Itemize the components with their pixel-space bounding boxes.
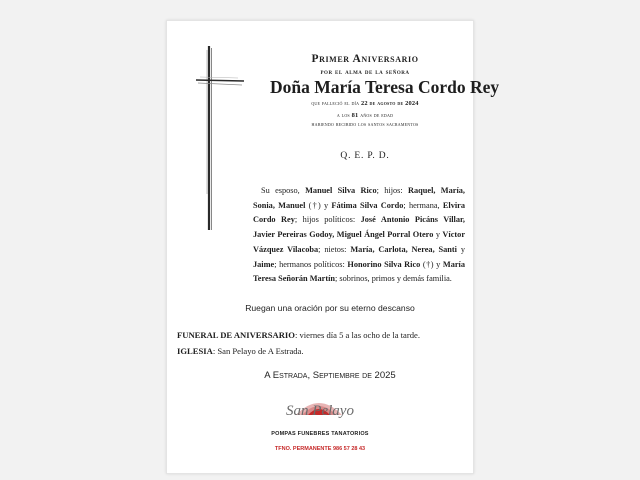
church-label: IGLESIA — [177, 346, 213, 356]
church-text: : San Pelayo de A Estrada. — [212, 346, 304, 356]
family-text: ; hermana, — [403, 200, 443, 210]
death-date-prefix: que falleció el día — [311, 100, 361, 107]
family-text: ; hermanos políticos: — [274, 259, 348, 269]
anniversary-subtitle: por el alma de la señora — [320, 67, 410, 76]
church-line — [177, 346, 304, 356]
family-text: ; sobrinos, primos y demás familia. — [335, 274, 452, 284]
age-prefix: a los — [336, 112, 352, 119]
family-paragraph — [253, 184, 465, 287]
age-line — [270, 113, 460, 119]
family-text: ; hijos políticos: — [294, 215, 361, 225]
logo-wordmark: San Pelayo — [286, 403, 354, 419]
family-name: Elvira Cordo Rey — [253, 200, 465, 225]
logo-services: POMPAS FUNEBRES TANATORIOS — [271, 431, 369, 437]
family-text: y — [433, 230, 443, 240]
family-text: (†) y — [420, 259, 443, 269]
family-name: Manuel Silva Rico — [305, 186, 377, 195]
family-name: Raquel, María, Sonia, Manuel — [253, 186, 465, 210]
funeral-label: FUNERAL DE ANIVERSARIO — [177, 330, 295, 340]
family-text: (†) y — [305, 200, 332, 210]
family-name: María Teresa Señorán Martín — [253, 259, 465, 284]
funeral-text: : viernes día 5 a las ocho de la tarde. — [294, 330, 420, 340]
family-name: José Antonio Picáns Villar, Javier Pereiras Godoy, Miguel Ángel Porral Otero — [253, 215, 466, 240]
family-text: ; nietos: — [318, 244, 351, 254]
logo-phone: TFNO. PERMANENTE 986 57 28 43 — [274, 446, 366, 452]
family-name: Honorino Silva Rico — [347, 259, 421, 269]
family-name: Víctor Vázquez Vilacoba — [253, 230, 465, 254]
age-suffix: años de edad — [358, 112, 394, 119]
family-text: y — [456, 244, 465, 254]
anniversary-title: Primer Aniversario — [311, 53, 419, 65]
family-name: Jaime — [253, 259, 275, 269]
cross-icon — [194, 44, 246, 232]
sacraments-line: habiendo recibido los santos sacramentos — [311, 121, 419, 128]
deceased-name: Doña María Teresa Cordo Rey — [270, 77, 500, 97]
qepd: Q. E. P. D. — [340, 151, 390, 161]
death-date: 22 de agosto de 2024 — [360, 100, 419, 107]
place-date: A Estrada, Septiembre de 2025 — [264, 370, 396, 381]
death-date-line — [270, 101, 460, 107]
family-name: María, Carlota, Nerea, Santi — [350, 244, 457, 254]
age-number: 81 — [351, 112, 359, 119]
family-text: ; hijos: — [376, 186, 409, 195]
prayer-request: Ruegan una oración por su eterno descanso — [245, 303, 415, 313]
family-name: Fátima Silva Cordo — [331, 200, 404, 210]
funeral-line — [177, 330, 420, 340]
family-text: Su esposo, — [261, 186, 306, 195]
